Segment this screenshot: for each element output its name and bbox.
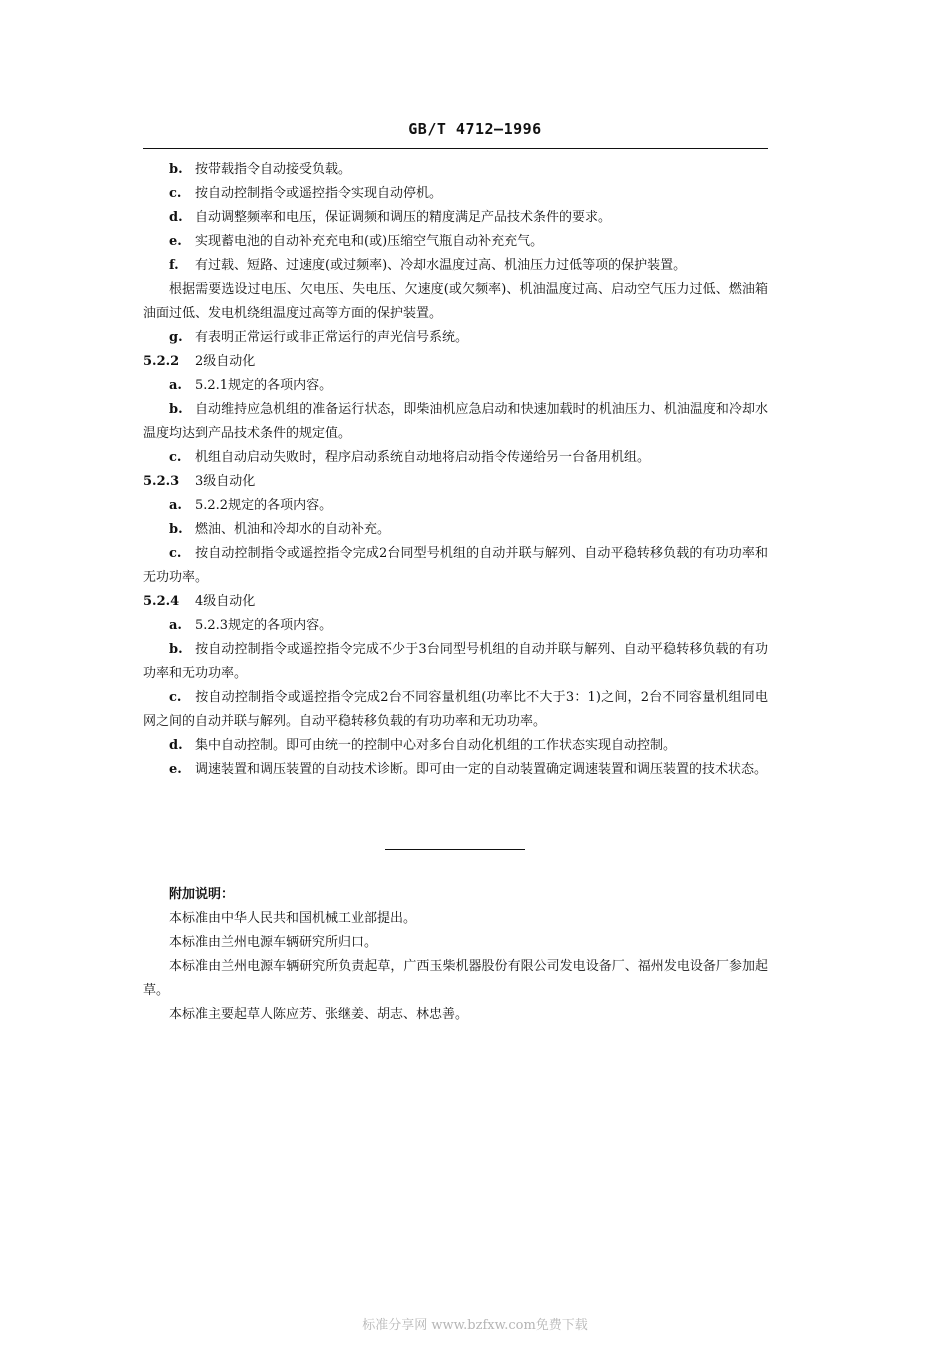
- item-text: 有过载、短路、过速度(或过频率)、冷却水温度过高、机油压力过低等项的保护装置。: [195, 258, 687, 273]
- appendix-line: 本标准由中华人民共和国机械工业部提出。: [169, 911, 417, 926]
- item-text: 自动维持应急机组的准备运行状态，即柴油机应急启动和快速加载时的机油压力、机油温度和冷却水温度均达到产品技术条件的规定值。: [143, 402, 768, 441]
- section-heading-522: [143, 350, 768, 374]
- list-item-f: [143, 254, 768, 278]
- list-item-b: [143, 398, 768, 446]
- list-item-d: [143, 206, 768, 230]
- appendix-section: [143, 883, 768, 1027]
- item-text: 机组自动启动失败时，程序启动系统自动地将启动指令传递给另一台备用机组。: [195, 450, 651, 465]
- list-item-c: [143, 686, 768, 734]
- item-text: 燃油、机油和冷却水的自动补充。: [195, 522, 391, 537]
- item-text: 集中自动控制。即可由统一的控制中心对多台自动化机组的工作状态实现自动控制。: [195, 738, 677, 753]
- list-item-c: [143, 446, 768, 470]
- document-body: [143, 158, 768, 782]
- footer-watermark: 标准分享网 www.bzfxw.com免费下载: [362, 1318, 588, 1333]
- item-text: 调速装置和调压装置的自动技术诊断。即可由一定的自动装置确定调速装置和调压装置的技术状态。: [195, 762, 768, 777]
- list-item-a: [143, 374, 768, 398]
- item-label: e.: [169, 234, 182, 249]
- item-label: c.: [169, 450, 182, 465]
- item-label: e.: [169, 762, 182, 777]
- appendix-line: 本标准由兰州电源车辆研究所负责起草，广西玉柴机器股份有限公司发电设备厂、福州发电设备厂参加起草。: [143, 959, 768, 998]
- section-number: 5.2.4: [143, 594, 180, 609]
- item-text: 按自动控制指令或遥控指令完成不少于3台同型号机组的自动并联与解列、自动平稳转移负载的有功功率和无功功率。: [143, 642, 768, 681]
- section-title: 3级自动化: [195, 474, 256, 489]
- item-text: 按自动控制指令或遥控指令完成2台同型号机组的自动并联与解列、自动平稳转移负载的有功功率和无功功率。: [143, 546, 768, 585]
- item-text: 按自动控制指令或遥控指令完成2台不同容量机组(功率比不大于3：1)之间，2台不同容量机组同电网之间的自动并联与解列。自动平稳转移负载的有功功率和无功功率。: [143, 690, 768, 729]
- item-label: b.: [169, 402, 183, 417]
- list-item-d: [143, 734, 768, 758]
- list-item-c: [143, 542, 768, 590]
- item-label: g.: [169, 330, 183, 345]
- item-label: c.: [169, 690, 182, 705]
- appendix-line: 本标准主要起草人陈应芳、张继姜、胡志、林忠善。: [169, 1007, 469, 1022]
- list-item-b: [143, 158, 768, 182]
- list-item-c: [143, 182, 768, 206]
- item-text: 5.2.1规定的各项内容。: [195, 378, 333, 393]
- list-item-g: [143, 326, 768, 350]
- item-label: d.: [169, 738, 183, 753]
- list-item-b: [143, 638, 768, 686]
- item-label: a.: [169, 378, 182, 393]
- item-label: b.: [169, 522, 183, 537]
- note-paragraph: 根据需要选设过电压、欠电压、失电压、欠速度(或欠频率)、机油温度过高、启动空气压力过低、燃油箱油面过低、发电机绕组温度过高等方面的保护装置。: [143, 282, 768, 321]
- header-divider: [143, 148, 768, 149]
- item-text: 有表明正常运行或非正常运行的声光信号系统。: [195, 330, 469, 345]
- item-label: b.: [169, 162, 183, 177]
- list-item-a: [143, 614, 768, 638]
- section-number: 5.2.2: [143, 354, 180, 369]
- appendix-line: 本标准由兰州电源车辆研究所归口。: [169, 935, 378, 950]
- item-label: c.: [169, 546, 182, 561]
- list-item-b: [143, 518, 768, 542]
- item-text: 按自动控制指令或遥控指令实现自动停机。: [195, 186, 443, 201]
- end-of-text-divider: [385, 849, 525, 850]
- item-label: d.: [169, 210, 183, 225]
- section-title: 4级自动化: [195, 594, 256, 609]
- item-text: 自动调整频率和电压，保证调频和调压的精度满足产品技术条件的要求。: [195, 210, 612, 225]
- item-label: a.: [169, 498, 182, 513]
- item-label: b.: [169, 642, 183, 657]
- section-heading-524: [143, 590, 768, 614]
- item-text: 5.2.3规定的各项内容。: [195, 618, 333, 633]
- item-label: a.: [169, 618, 182, 633]
- item-label: f.: [169, 258, 179, 273]
- item-text: 按带载指令自动接受负载。: [195, 162, 352, 177]
- item-text: 实现蓄电池的自动补充充电和(或)压缩空气瓶自动补充充气。: [195, 234, 544, 249]
- appendix-title: 附加说明：: [169, 887, 235, 902]
- standard-number-header: GB/T 4712—1996: [408, 120, 542, 138]
- item-text: 5.2.2规定的各项内容。: [195, 498, 333, 513]
- list-item-a: [143, 494, 768, 518]
- section-number: 5.2.3: [143, 474, 180, 489]
- section-heading-523: [143, 470, 768, 494]
- item-label: c.: [169, 186, 182, 201]
- list-item-e: [143, 230, 768, 254]
- list-item-e: [143, 758, 768, 782]
- section-title: 2级自动化: [195, 354, 256, 369]
